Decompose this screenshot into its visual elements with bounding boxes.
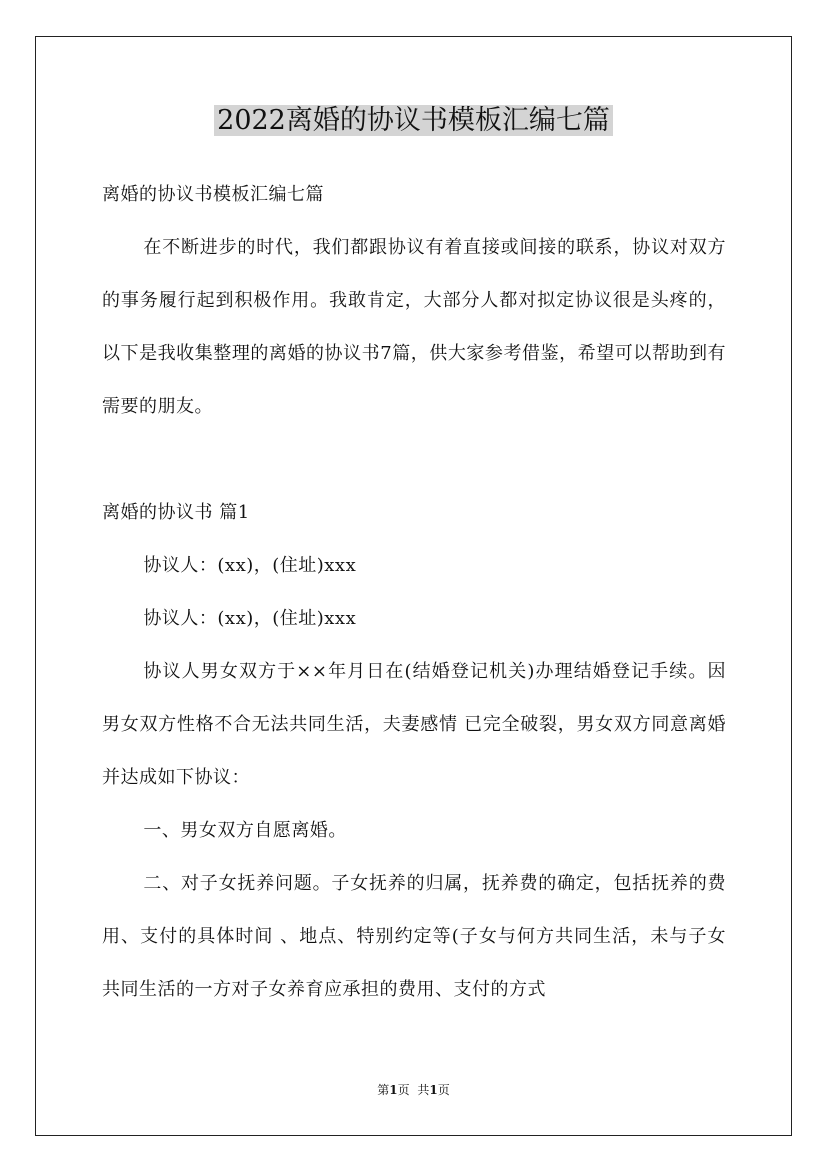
clause-2: 二、对子女抚养问题。子女抚养的归属，抚养费的确定，包括抚养的费用、支付的具体时间 、地点、特别约定等(子女与何方共同生活，未与子女共同生活的一方对子女养育应承担的费用、支付的方式 [102, 873, 726, 1000]
page-unit: 页 [397, 1083, 410, 1097]
section-heading: 离婚的协议书 篇1 [102, 502, 250, 523]
total-label: 共 [417, 1083, 430, 1097]
intro-paragraph: 在不断进步的时代，我们都跟协议有着直接或间接的联系，协议对双方的事务履行起到积极作用。我敢肯定，大部分人都对拟定协议很是头疼的，以下是我收集整理的离婚的协议书7篇，供大家参考借鉴，希望可以帮助到有需要的朋友。 [102, 237, 726, 417]
agreement-paragraph: 协议人男女双方于××年月日在(结婚登记机关)办理结婚登记手续。因男女双方性格不合无法共同生活，夫妻感情 已完全破裂，男女双方同意离婚并达成如下协议： [102, 661, 726, 788]
clause-1: 一、男女双方自愿离婚。 [143, 820, 347, 841]
document-title [0, 101, 827, 141]
document-subtitle: 离婚的协议书模板汇编七篇 [102, 184, 324, 205]
total-unit: 页 [437, 1083, 450, 1097]
page-number: 1 [389, 1083, 398, 1097]
page-label: 第 [377, 1083, 390, 1097]
document-body [102, 168, 726, 1016]
document-title-text: 2022离婚的协议书模板汇编七篇 [214, 105, 613, 136]
paragraph-spacer [102, 433, 726, 486]
total-pages: 1 [429, 1083, 438, 1097]
party-line-1: 协议人：(xx)，(住址)xxx [143, 555, 357, 576]
page-footer [0, 1082, 827, 1098]
party-line-2: 协议人：(xx)，(住址)xxx [143, 608, 357, 629]
